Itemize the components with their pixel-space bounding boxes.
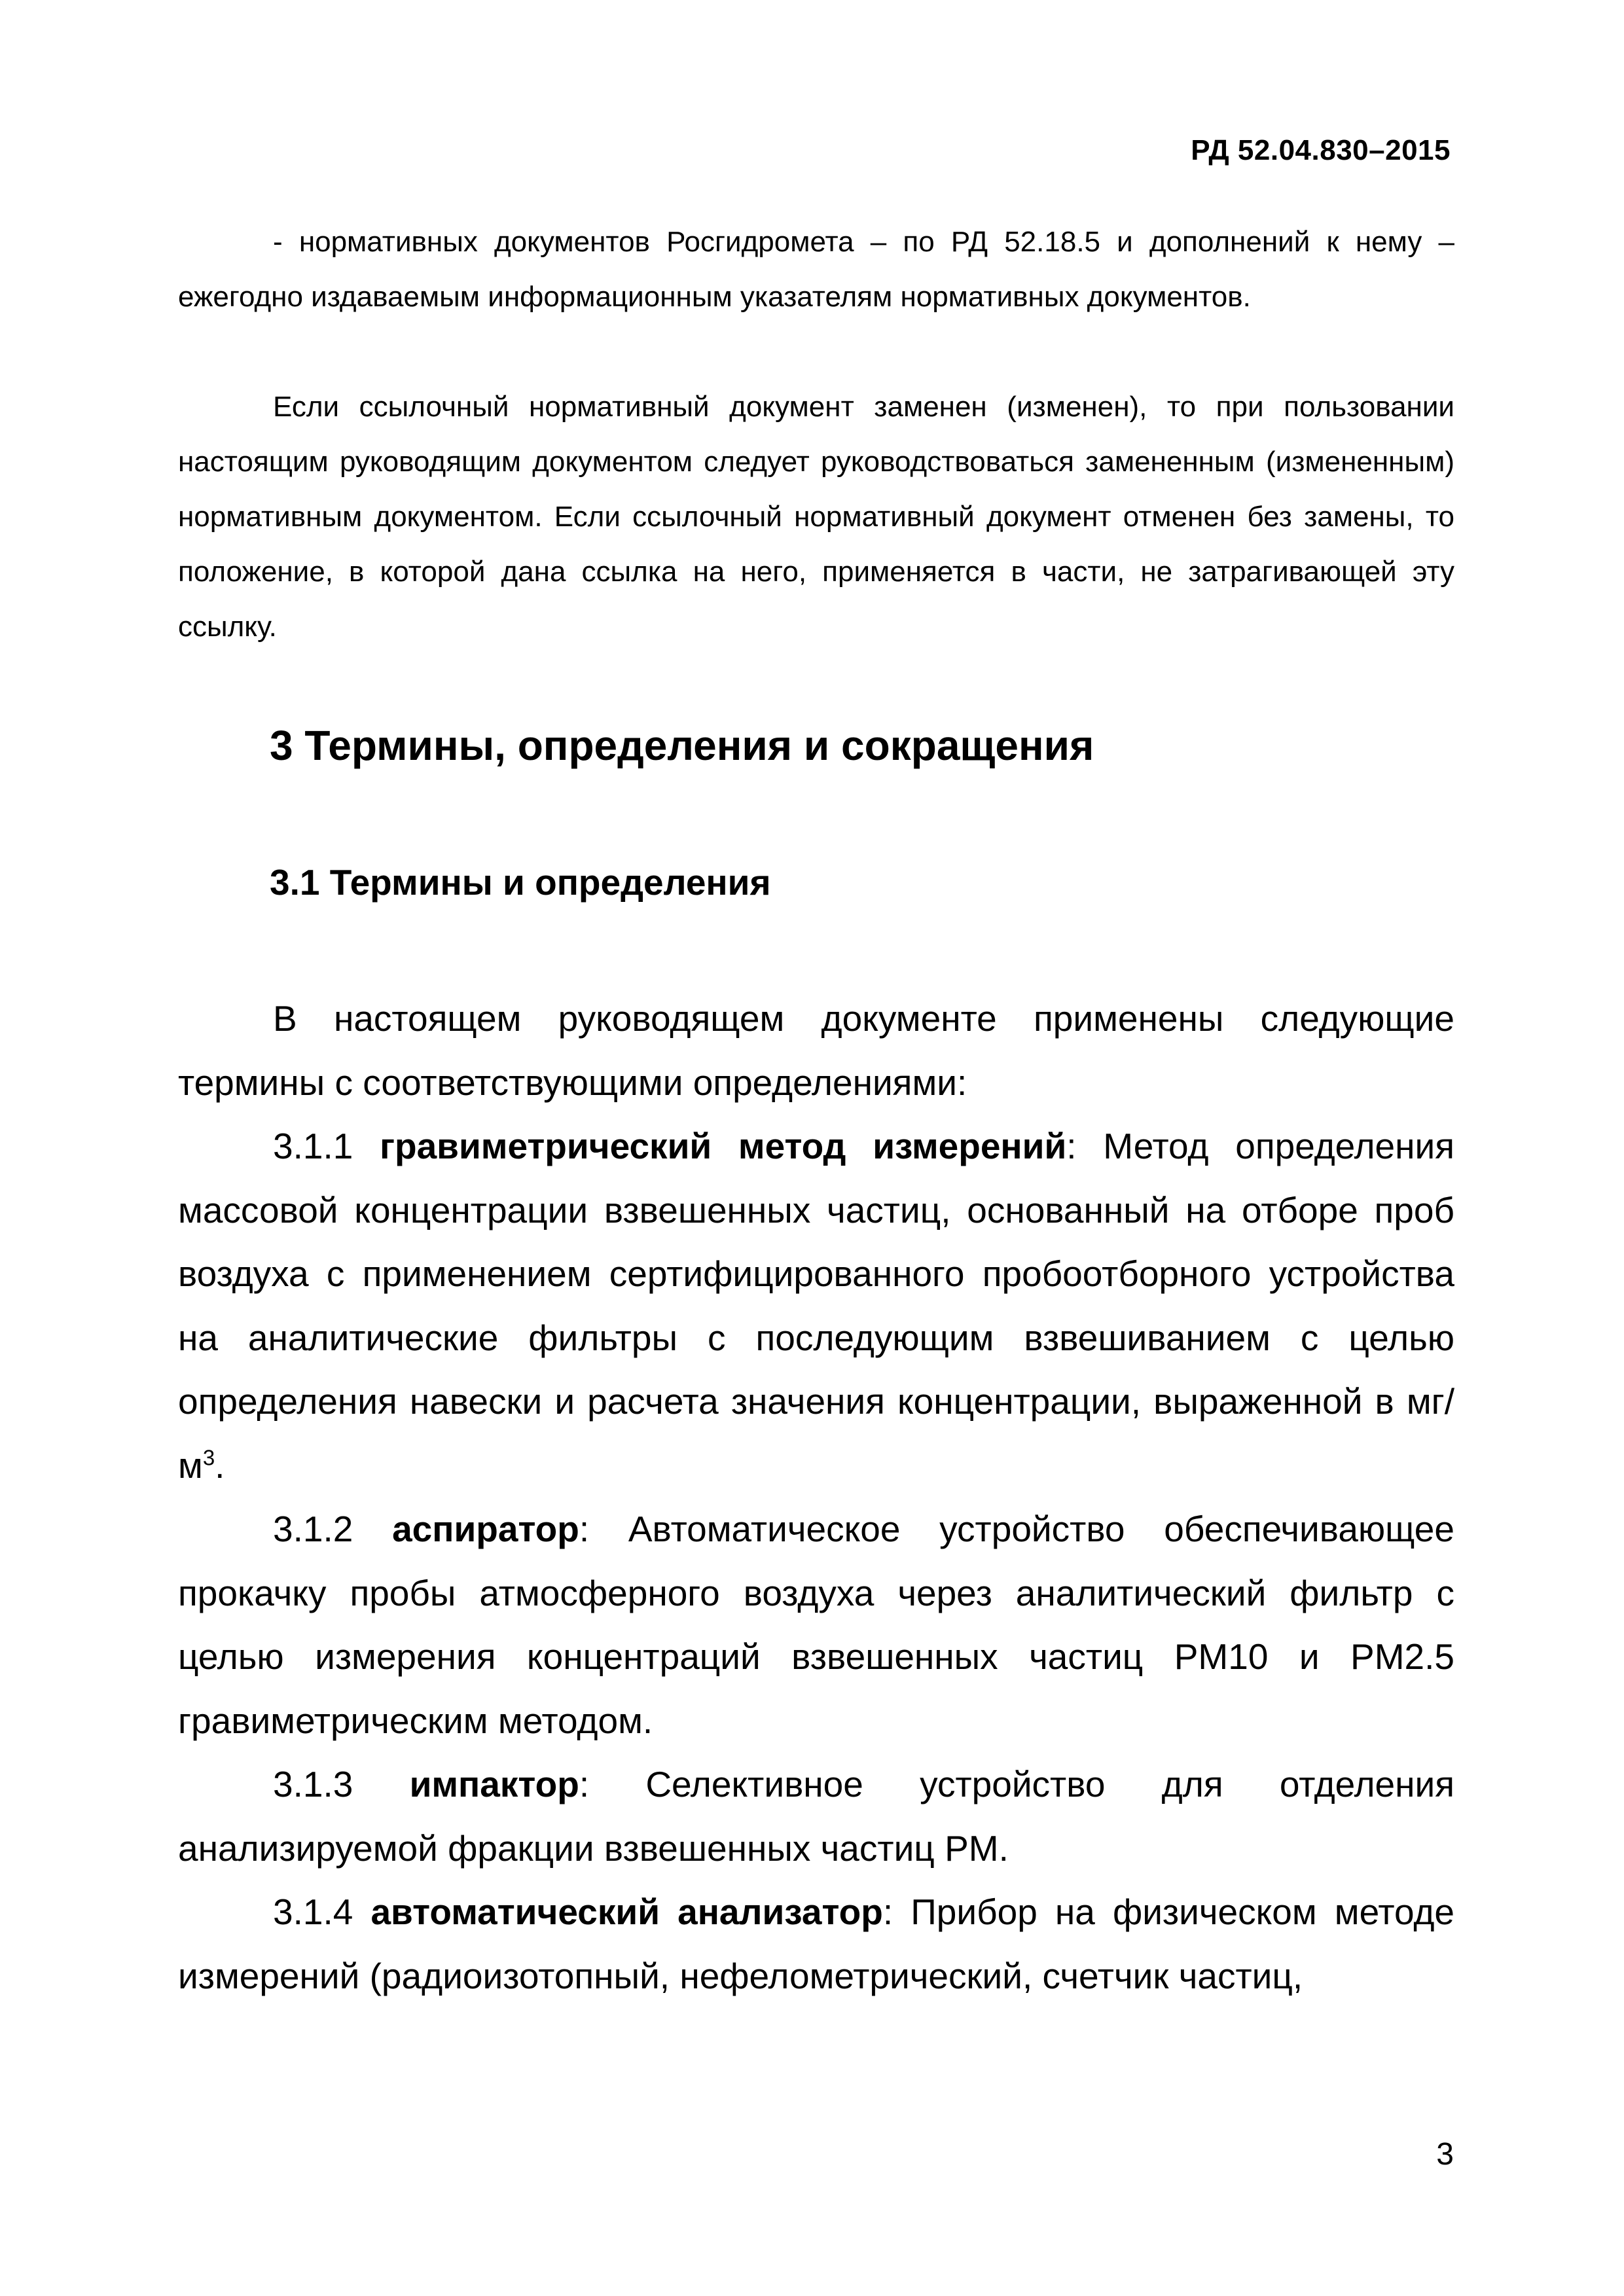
section-3-heading: 3 Термины, определения и сокращения — [270, 722, 1094, 769]
intro-paragraph-1-block — [178, 215, 1454, 325]
page-number: 3 — [1436, 2137, 1454, 2172]
intro-paragraph-1: - нормативных документов Росгидромета – по РД 52.18.5 и дополнений к нему – ежегодно издаваемым информационным указателям нормативных документов. — [178, 226, 1454, 313]
term-name: импактор — [409, 1764, 579, 1804]
definition-3-1-3 — [178, 1753, 1454, 1880]
superscript-3: 3 — [202, 1445, 215, 1470]
definition-3-1-2 — [178, 1498, 1454, 1753]
term-name: аспиратор — [392, 1509, 579, 1549]
term-name: автоматический анализатор — [370, 1892, 883, 1932]
term-name: гравиметрический метод измерений — [380, 1126, 1067, 1166]
definitions-block — [178, 987, 1454, 2008]
intro-paragraph-2: Если ссылочный нормативный документ заменен (изменен), то при пользовании настоящим руководящим документом следует руководствоваться замененным (измененным) нормативным документом. Если ссылочный нормативный документ отменен без замены, то положение, в которой дана ссылка на него, применяется в части, не затрагивающей эту ссылку. — [178, 391, 1454, 643]
intro-paragraph-2-block — [178, 380, 1454, 655]
definition-3-1-1 — [178, 1115, 1454, 1498]
term-definition-end: . — [215, 1444, 225, 1486]
term-definition: : Автоматическое устройство обеспечивающее прокачку пробы атмосферного воздуха через аналитический фильтр с целью измерения концентраций взвешенных частиц PM10 и PM2.5 гравиметрическим методом. — [178, 1509, 1454, 1741]
term-definition: : Прибор на физическом методе измерений (радиоизотопный, нефелометрический, счетчик частиц, — [178, 1892, 1455, 1996]
term-definition: : Селективное устройство для отделения анализируемой фракции взвешенных частиц PM. — [178, 1764, 1455, 1869]
subsection-3-1-heading: 3.1 Термины и определения — [270, 862, 771, 903]
term-number: 3.1.4 — [273, 1892, 371, 1932]
definition-3-1-4 — [178, 1880, 1454, 2008]
document-code: РД 52.04.830–2015 — [1191, 134, 1451, 166]
definitions-lead: В настоящем руководящем документе применены следующие термины с соответствующими определениями: — [178, 998, 1454, 1103]
term-number: 3.1.2 — [273, 1509, 393, 1549]
term-number: 3.1.1 — [273, 1126, 380, 1166]
term-definition: : Метод определения массовой концентрации взвешенных частиц, основанный на отборе проб воздуха с применением сертифицированного пробоотборного устройства на аналитические фильтры с последующим взвешиванием с целью определения навески и расчета значения концентрации, выраженной в мг/м — [178, 1126, 1455, 1486]
term-number: 3.1.3 — [273, 1764, 410, 1804]
